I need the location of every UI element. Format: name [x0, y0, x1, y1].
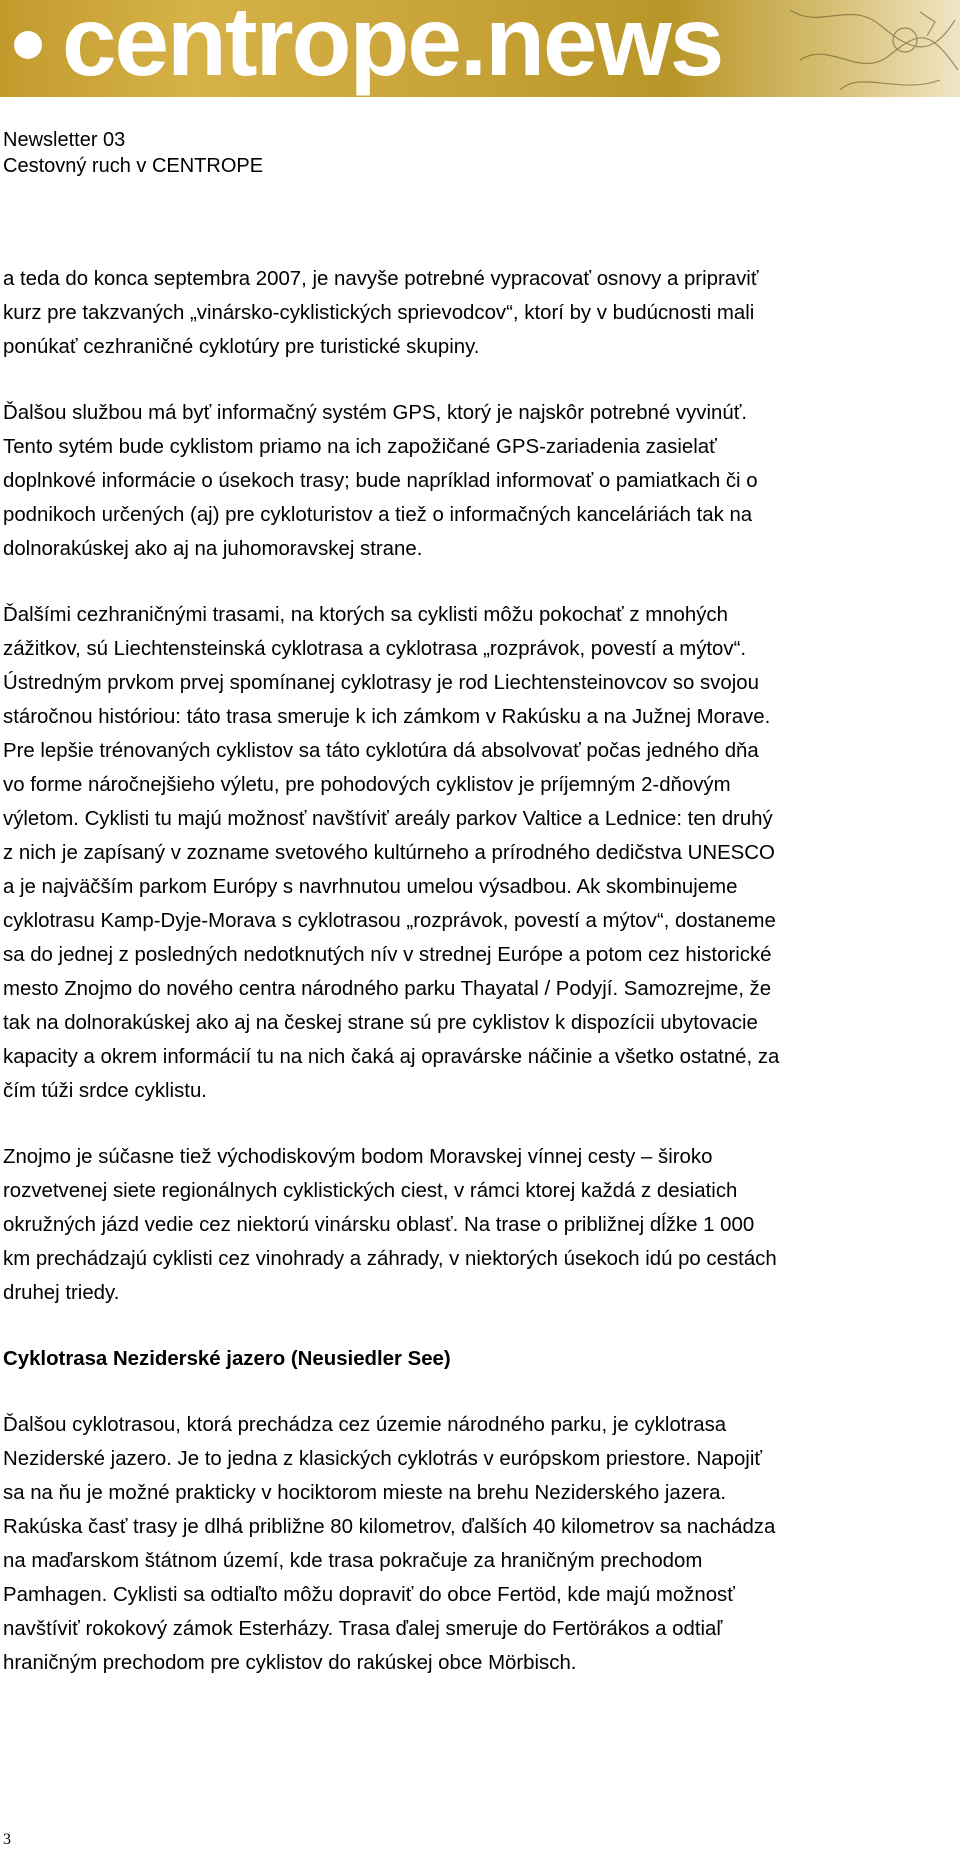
text-line: podnikoch určených (aj) pre cykloturistov a tiež o informačných kanceláriách tak na: [3, 504, 753, 526]
text-line: tak na dolnorakúskej ako aj na českej strane sú pre cyklistov k dispozícii ubytovacie: [3, 1012, 758, 1034]
text-line: okružných jázd vedie cez niektorú vinársku oblasť. Na trase o približnej dĺžke 1 000: [3, 1214, 755, 1236]
text-line: navštíviť rokokový zámok Esterházy. Trasa ďalej smeruje do Fertörákos a odtiaľ: [3, 1618, 723, 1640]
page-number: 3: [3, 1831, 11, 1848]
text-line: Ústredným prvkom prvej spomínanej cyklotrasy je rod Liechtensteinovcov so svojou: [3, 672, 759, 694]
text-line: stáročnou históriou: táto trasa smeruje k ich zámkom v Rakúsku a na Južnej Morave.: [3, 706, 771, 728]
text-line: sa do jednej z posledných nedotknutých nív v strednej Európe a potom cez historické: [3, 944, 772, 966]
text-line: čím túži srdce cyklistu.: [3, 1080, 207, 1102]
text-line: Tento sytém bude cyklistom priamo na ich zapožičané GPS-zariadenia zasielať: [3, 436, 717, 458]
text-line: sa na ňu je možné prakticky v hociktorom mieste na brehu Neziderského jazera.: [3, 1482, 727, 1504]
banner-dot: [14, 31, 42, 59]
text-line: Ďalšou službou má byť informačný systém GPS, ktorý je najskôr potrebné vyvinúť.: [3, 402, 747, 424]
text-line: a je najväčším parkom Európy s navrhnutou umelou výsadbou. Ak skombinujeme: [3, 876, 738, 898]
text-line: na maďarskom štátnom území, kde trasa pokračuje za hraničným prechodom: [3, 1550, 703, 1572]
banner: [0, 0, 960, 97]
text-line: a teda do konca septembra 2007, je navyše potrebné vypracovať osnovy a pripraviť: [3, 268, 759, 290]
text-line: Pre lepšie trénovaných cyklistov sa táto cyklotúra dá absolvovať počas jedného dňa: [3, 740, 759, 762]
article-body: [3, 262, 953, 1680]
text-line: kapacity a okrem informácií tu na nich čaká aj opravárske náčinie a všetko ostatné, za: [3, 1046, 780, 1068]
newsletter-label: Newsletter 03: [3, 129, 126, 151]
text-line: výletom. Cyklisti tu majú možnosť navštíviť areály parkov Valtice a Lednice: ten druhý: [3, 808, 773, 830]
text-line: zážitkov, sú Liechtensteinská cyklotrasa a cyklotrasa „rozprávok, povestí a mýtov“.: [3, 638, 747, 660]
text-line: Ďalšími cezhraničnými trasami, na ktorých sa cyklisti môžu pokochať z mnohých: [3, 604, 728, 626]
text-line: Neziderské jazero. Je to jedna z klasických cyklotrás v európskom priestore. Napojiť: [3, 1448, 763, 1470]
text-line: Ďalšou cyklotrasou, ktorá prechádza cez územie národného parku, je cyklotrasa: [3, 1414, 727, 1436]
text-line: dolnorakúskej ako aj na juhomoravskej strane.: [3, 538, 423, 560]
paragraph: [3, 1140, 953, 1310]
text-line: Rakúska časť trasy je dlhá približne 80 kilometrov, ďalších 40 kilometrov sa nachádza: [3, 1516, 776, 1538]
text-line: rozvetvenej siete regionálnych cyklistických ciest, v rámci ktorej každá z desiatich: [3, 1180, 738, 1202]
text-line: Znojmo je súčasne tiež východiskovým bodom Moravskej vínnej cesty – široko: [3, 1146, 713, 1168]
text-line: kurz pre takzvaných „vinársko-cyklistických sprievodcov“, ktorí by v budúcnosti mali: [3, 302, 755, 324]
paragraph: [3, 598, 953, 1108]
text-line: km prechádzajú cyklisti cez vinohrady a záhrady, v niektorých úsekoch idú po cestách: [3, 1248, 777, 1270]
text-line: z nich je zapísaný v zozname svetového kultúrneho a prírodného dedičstva UNESCO: [3, 842, 775, 864]
section-heading: Cyklotrasa Neziderské jazero (Neusiedler See): [3, 1348, 451, 1370]
banner-title: centrope.news: [62, 0, 723, 96]
text-line: ponúkať cezhraničné cyklotúry pre turistické skupiny.: [3, 336, 480, 358]
text-line: doplnkové informácie o úsekoch trasy; bude napríklad informovať o pamiatkach či o: [3, 470, 758, 492]
banner-scribble: [790, 10, 958, 90]
text-line: hraničným prechodom pre cyklistov do rakúskej obce Mörbisch.: [3, 1652, 577, 1674]
text-line: mesto Znojmo do nového centra národného parku Thayatal / Podyjí. Samozrejme, že: [3, 978, 772, 1000]
text-line: vo forme náročnejšieho výletu, pre pohodových cyklistov je príjemným 2-dňovým: [3, 774, 731, 796]
text-line: druhej triedy.: [3, 1282, 120, 1304]
document-header: [3, 127, 263, 179]
text-line: cyklotrasu Kamp-Dyje-Morava s cyklotrasou „rozprávok, povestí a mýtov“, dostaneme: [3, 910, 776, 932]
paragraph: [3, 396, 953, 566]
paragraph: [3, 1408, 953, 1680]
paragraph: [3, 262, 953, 364]
newsletter-subtitle: Cestovný ruch v CENTROPE: [3, 155, 264, 177]
text-line: Pamhagen. Cyklisti sa odtiaľto môžu dopraviť do obce Fertöd, kde majú možnosť: [3, 1584, 735, 1606]
